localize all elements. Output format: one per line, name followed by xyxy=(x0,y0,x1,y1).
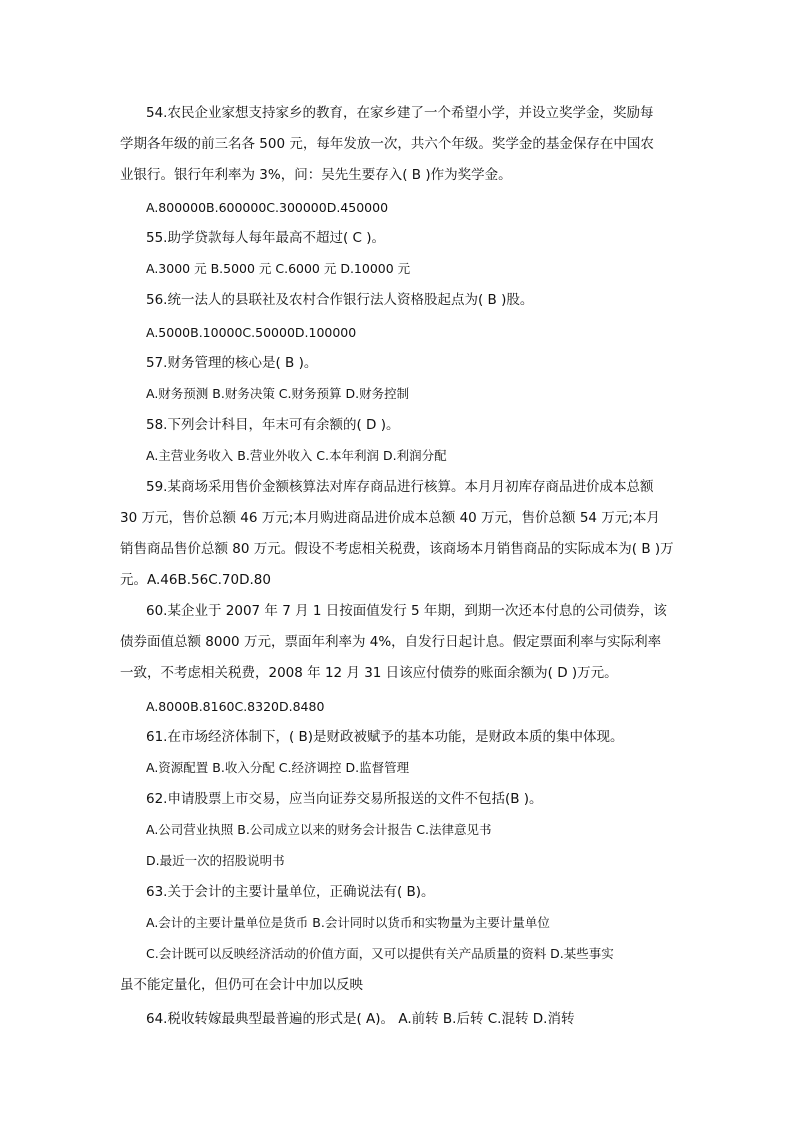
question-55-options: A.3000 元 B.5000 元 C.6000 元 D.10000 元 xyxy=(146,261,411,276)
question-56-options: A.5000B.10000C.50000D.100000 xyxy=(146,325,357,340)
question-58: 58.下列会计科目，年末可有余额的( D )。 xyxy=(146,417,400,433)
question-59-line-2: 30 万元，售价总额 46 万元;本月购进商品进价成本总额 40 万元，售价总额 54 万元;本月 xyxy=(120,510,660,526)
question-62-options-line-2: D.最近一次的招股说明书 xyxy=(146,853,285,868)
question-61: 61.在市场经济体制下，( B)是财政被赋予的基本功能，是财政本质的集中体现。 xyxy=(146,729,624,745)
question-54-line-1: 54.农民企业家想支持家乡的教育，在家乡建了一个希望小学，并设立奖学金，奖励每 xyxy=(146,105,654,121)
question-56: 56.统一法人的县联社及农村合作银行法人资格股起点为( B )股。 xyxy=(146,292,534,308)
question-60-options: A.8000B.8160C.8320D.8480 xyxy=(146,699,325,714)
question-54-options: A.800000B.600000C.300000D.450000 xyxy=(146,200,389,215)
question-63-options-line-3: 虽不能定量化，但仍可在会计中加以反映 xyxy=(120,977,363,993)
question-62-options-line-1: A.公司营业执照 B.公司成立以来的财务会计报告 C.法律意见书 xyxy=(146,822,492,837)
question-59-line-1: 59.某商场采用售价金额核算法对库存商品进行核算。本月月初库存商品进价成本总额 xyxy=(146,479,654,495)
question-63-options-line-1: A.会计的主要计量单位是货币 B.会计同时以货币和实物量为主要计量单位 xyxy=(146,915,550,930)
question-59-line-4: 元。A.46B.56C.70D.80 xyxy=(120,572,271,588)
question-57-options: A.财务预测 B.财务决策 C.财务预算 D.财务控制 xyxy=(146,386,410,401)
question-60-line-2: 债券面值总额 8000 万元，票面年利率为 4%，自发行日起计息。假定票面利率与实际利率 xyxy=(120,634,662,650)
question-59-line-3: 销售商品售价总额 80 万元。假设不考虑相关税费，该商场本月销售商品的实际成本为( B )万 xyxy=(120,541,674,557)
question-64: 64.税收转嫁最典型最普遍的形式是( A)。 A.前转 B.后转 C.混转 D.消转 xyxy=(146,1011,575,1027)
question-63: 63.关于会计的主要计量单位，正确说法有( B)。 xyxy=(146,884,435,900)
question-60-line-3: 一致，不考虑相关税费，2008 年 12 月 31 日该应付债券的账面余额为( D )万元。 xyxy=(120,665,618,681)
question-60-line-1: 60.某企业于 2007 年 7 月 1 日按面值发行 5 年期，到期一次还本付息的公司债券，该 xyxy=(146,603,667,619)
question-57: 57.财务管理的核心是( B )。 xyxy=(146,355,318,371)
question-54-line-3: 业银行。银行年利率为 3%，问：吴先生要存入( B )作为奖学金。 xyxy=(120,167,512,183)
question-62: 62.申请股票上市交易，应当向证券交易所报送的文件不包括(B )。 xyxy=(146,791,543,807)
question-58-options: A.主营业务收入 B.营业外收入 C.本年利润 D.利润分配 xyxy=(146,448,447,463)
question-63-options-line-2: C.会计既可以反映经济活动的价值方面，又可以提供有关产品质量的资料 D.某些事实 xyxy=(146,946,614,961)
question-54-line-2: 学期各年级的前三名各 500 元，每年发放一次，共六个年级。奖学金的基金保存在中国农 xyxy=(120,136,654,152)
question-61-options: A.资源配置 B.收入分配 C.经济调控 D.监督管理 xyxy=(146,760,410,775)
question-55: 55.助学贷款每人每年最高不超过( C )。 xyxy=(146,230,386,246)
